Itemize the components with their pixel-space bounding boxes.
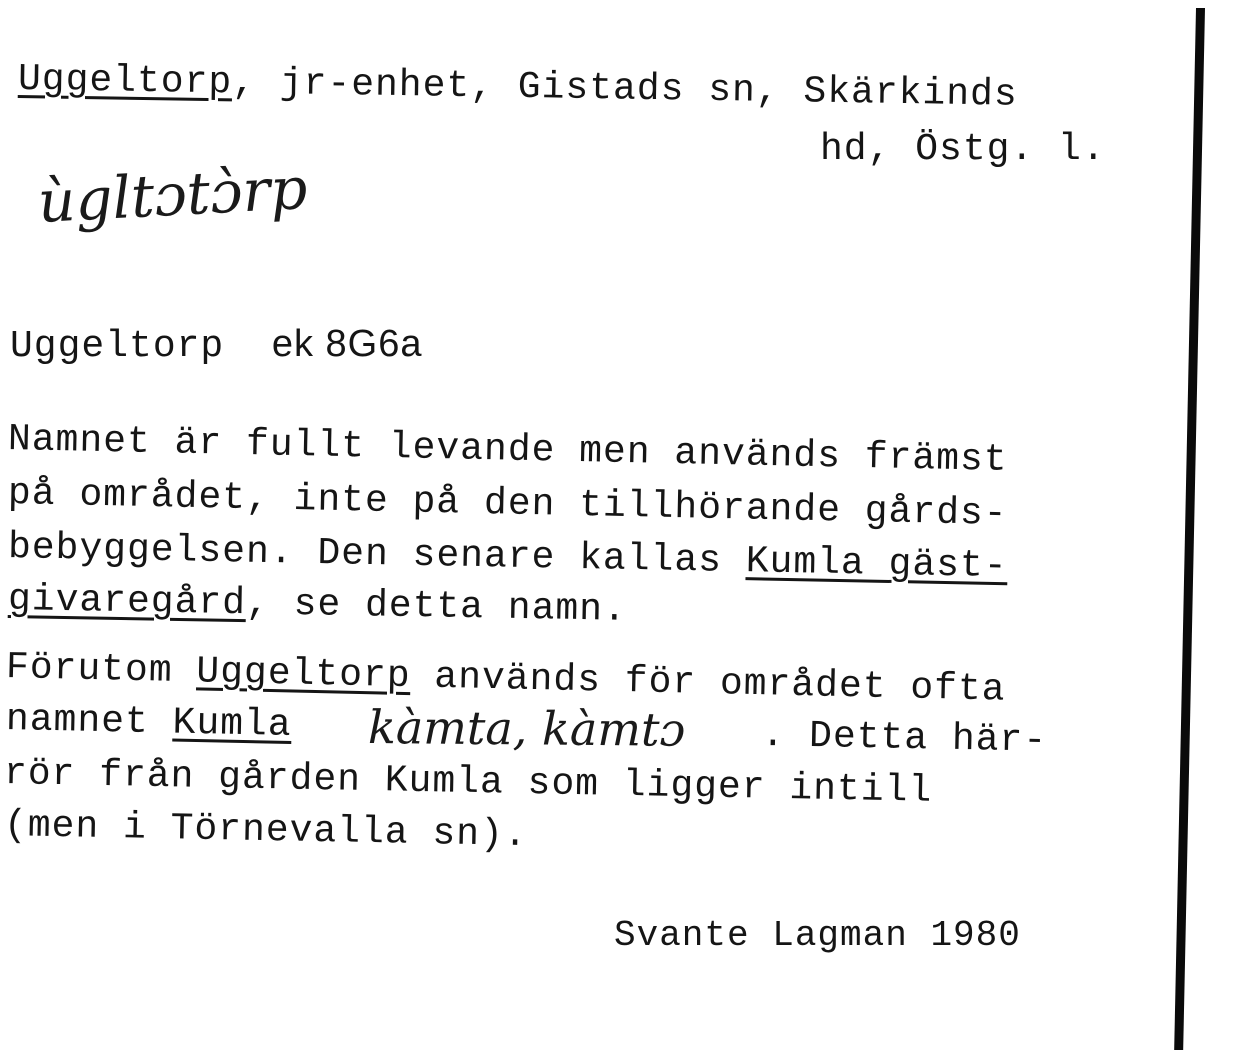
paragraph1-line4: [8, 578, 628, 633]
paragraph1-line2: på området, inte på den tillhörande gårds-: [7, 472, 1009, 536]
givaregard-link: givaregård: [7, 578, 247, 626]
header-line-2: hd, Östg. l.: [820, 128, 1106, 171]
map-reference: [10, 322, 423, 369]
paragraph1-line4-text: , se detta namn.: [245, 582, 628, 632]
paragraph1-line3-text: bebyggelsen. Den senare kallas: [7, 526, 747, 584]
map-ref-name: Uggeltorp: [10, 325, 225, 368]
handwritten-kumla-pronunciation: kàmta, kàmtɔ: [367, 700, 686, 757]
kumla-gastgivaregard-link: Kumla gäst-: [745, 540, 1009, 589]
paragraph2-line4: (men i Törnevalla sn).: [3, 804, 529, 858]
paragraph2-line2-pre: namnet: [5, 698, 174, 745]
paragraph2-line3: rör från gården Kumla som ligger intill: [3, 752, 933, 813]
handwritten-pronunciation: ùgltɔtɔ̀rp: [36, 153, 309, 236]
header-location: , jr-enhet, Gistads sn, Skärkinds: [231, 61, 1018, 117]
paragraph1-line1: Namnet är fullt levande men används främst: [7, 418, 1009, 482]
paragraph2-line2-post: . Detta här-: [761, 713, 1048, 763]
uggeltorp-link: Uggeltorp: [195, 650, 412, 699]
paragraph2-line1-pre: Förutom: [5, 646, 197, 694]
signature: Svante Lagman 1980: [614, 915, 1021, 956]
place-name: Uggeltorp: [17, 58, 233, 105]
kumla-link: Kumla: [172, 701, 293, 747]
header-line-1: [18, 58, 1018, 118]
card-edge-line: [1174, 8, 1205, 1050]
paragraph2-line1-post: används för området ofta: [410, 655, 1007, 712]
map-ref-code: ek 8G6a: [271, 323, 423, 365]
